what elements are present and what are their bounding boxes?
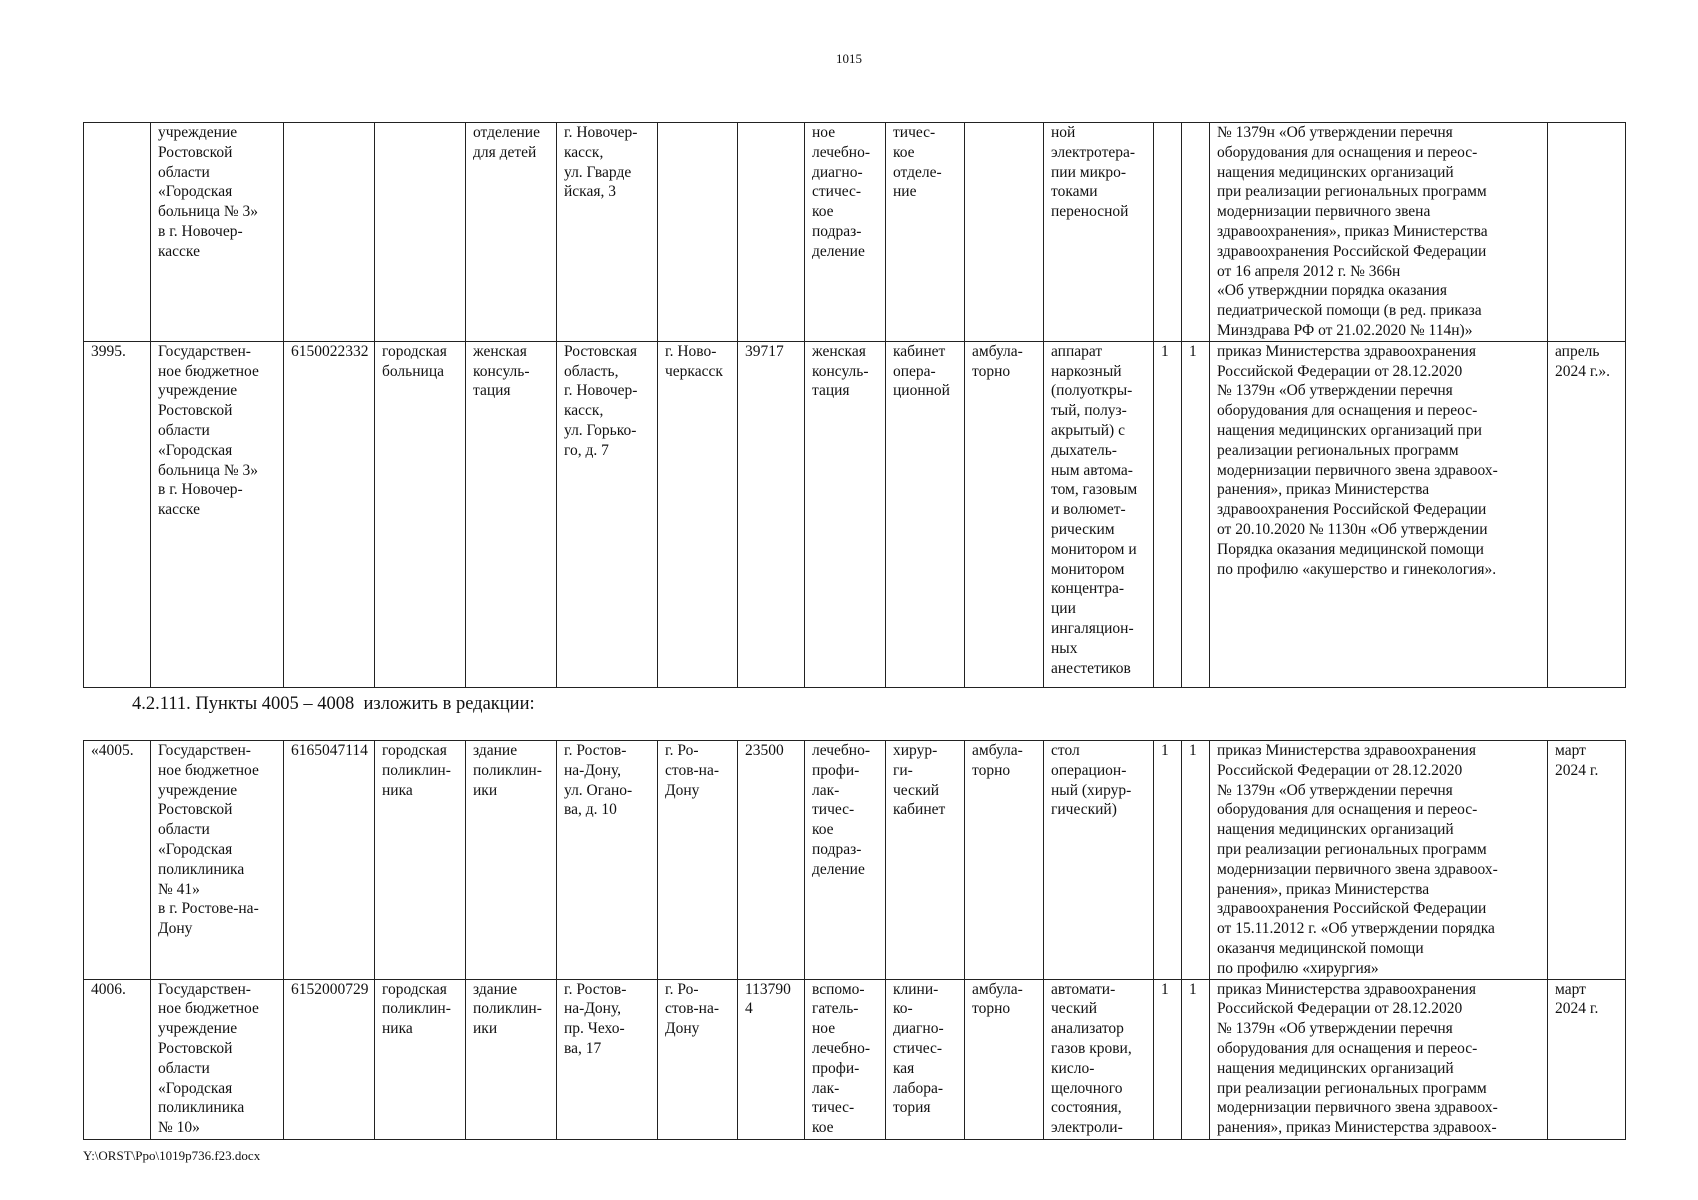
cell-facility-type: городская поликлин- ника [375,979,466,1139]
cell-facility-type: городская больница [375,341,466,687]
cell-building: отделение для детей [466,123,557,342]
cell-population: 39717 [738,341,805,687]
cell-care-form [965,123,1044,342]
cell-quantity-total: 1 [1182,979,1210,1139]
cell-inn: 6152000729 [284,979,375,1139]
cell-address: г. Новочер- касск, ул. Гварде йская, 3 [557,123,658,342]
cell-equipment: ной электротера- пии микро- токами переносной [1044,123,1154,342]
cell-inn: 6150022332 [284,341,375,687]
cell-inn [284,123,375,342]
cell-unit: хирур- ги- ческий кабинет [886,741,965,980]
cell-care-form: амбула- торно [965,979,1044,1139]
cell-facility-type [375,123,466,342]
cell-population: 113790 4 [738,979,805,1139]
cell-legal-basis: № 1379н «Об утверждении перечня оборудования для оснащения и переос- нащения медицинских организаций при реализации региональных программ модернизации первичного звена здравоохранения», приказ Министерства здравоохранения Российской Федерации от 16 апреля 2012 г. № 366н «Об утвержднии порядка оказания педиатрической помощи (в ред. приказа Минздрава РФ от 21.02.2020 № 114н)» [1210,123,1548,342]
table-row [84,979,1626,1139]
cell-unit: клини- ко- диагно- стичес- кая лабора- тория [886,979,965,1139]
cell-inn: 6165047114 [284,741,375,980]
cell-legal-basis: приказ Министерства здравоохранения Российской Федерации от 28.12.2020 № 1379н «Об утверждении перечня оборудования для оснащения и переос- нащения медицинских организаций при реализации региональных программ модернизации первичного звена здравоох- ранения», приказ Министерства здравоохранения Российской Федерации от 15.11.2012 г. «Об утверждении порядка оказанчя медицинской помощи по профилю «хирургия» [1210,741,1548,980]
cell-address: Ростовская область, г. Новочер- касск, ул. Горько- го, д. 7 [557,341,658,687]
table-row [84,341,1626,687]
cell-number: 4006. [84,979,151,1139]
cell-facility-type: городская поликлин- ника [375,741,466,980]
cell-equipment: автомати- ческий анализатор газов крови, кисло- щелочного состояния, электроли- [1044,979,1154,1139]
cell-subdivision: лечебно- профи- лак- тичес- кое подраз- деление [805,741,886,980]
cell-building: женская консуль- тация [466,341,557,687]
cell-care-form: амбула- торно [965,341,1044,687]
cell-quantity-total [1182,123,1210,342]
cell-address: г. Ростов- на-Дону, пр. Чехо- ва, 17 [557,979,658,1139]
cell-city: г. Ново- черкасск [658,341,738,687]
cell-population: 23500 [738,741,805,980]
registry-table-new-edition [83,740,1626,1140]
cell-unit: тичес- кое отделе- ние [886,123,965,342]
cell-organization: Государствен- ное бюджетное учреждение Ростовской области «Городская больница № 3» в г. Новочер- касске [151,341,284,687]
cell-quantity-total: 1 [1182,341,1210,687]
page-number: 1015 [836,51,862,66]
cell-subdivision: вспомо- гатель- ное лечебно- профи- лак- тичес- кое [805,979,886,1139]
table-row [84,741,1626,980]
cell-city: г. Ро- стов-на- Дону [658,741,738,980]
cell-legal-basis: приказ Министерства здравоохранения Российской Федерации от 28.12.2020 № 1379н «Об утверждении перечня оборудования для оснащения и переос- нащения медицинских организаций при реализации региональных программ модернизации первичного звена здравоох- ранения», приказ Министерства здравоохранения Российской Федерации от 20.10.2020 № 1130н «Об утверждении Порядка оказания медицинской помощи по профилю «акушерство и гинекология». [1210,341,1548,687]
footer-file-path: Y:\ORST\Ppo\1019p736.f23.docx [83,1148,261,1163]
cell-quantity: 1 [1154,979,1182,1139]
cell-number [84,123,151,342]
cell-population [738,123,805,342]
cell-care-form: амбула- торно [965,741,1044,980]
cell-number: 3995. [84,341,151,687]
cell-address: г. Ростов- на-Дону, ул. Огано- ва, д. 10 [557,741,658,980]
cell-quantity: 1 [1154,341,1182,687]
cell-number: «4005. [84,741,151,980]
cell-city [658,123,738,342]
cell-equipment: стол операцион- ный (хирур- гический) [1044,741,1154,980]
cell-subdivision: ное лечебно- диагно- стичес- кое подраз- деление [805,123,886,342]
registry-table-continued [83,122,1626,688]
cell-subdivision: женская консуль- тация [805,341,886,687]
cell-organization: учреждение Ростовской области «Городская больница № 3» в г. Новочер- касске [151,123,284,342]
cell-deadline: март 2024 г. [1548,979,1626,1139]
section-heading: 4.2.111. Пункты 4005 – 4008 изложить в редакции: [132,694,535,714]
cell-organization: Государствен- ное бюджетное учреждение Ростовской области «Городская поликлиника № 10» [151,979,284,1139]
cell-deadline: апрель 2024 г.». [1548,341,1626,687]
cell-organization: Государствен- ное бюджетное учреждение Ростовской области «Городская поликлиника № 41» в г. Ростове-на- Дону [151,741,284,980]
cell-quantity: 1 [1154,741,1182,980]
cell-building: здание поликлин- ики [466,741,557,980]
cell-equipment: аппарат наркозный (полуоткры- тый, полуз- акрытый) с дыхатель- ным автома- том, газовым и волюмет- рическим монитором и монитором концентра- ции ингаляцион- ных анестетиков [1044,341,1154,687]
cell-city: г. Ро- стов-на- Дону [658,979,738,1139]
cell-quantity [1154,123,1182,342]
cell-legal-basis: приказ Министерства здравоохранения Российской Федерации от 28.12.2020 № 1379н «Об утверждении перечня оборудования для оснащения и переос- нащения медицинских организаций при реализации региональных программ модернизации первичного звена здравоох- ранения», приказ Министерства здравоох- [1210,979,1548,1139]
cell-deadline [1548,123,1626,342]
cell-unit: кабинет опера- ционной [886,341,965,687]
cell-quantity-total: 1 [1182,741,1210,980]
table-row [84,123,1626,342]
cell-building: здание поликлин- ики [466,979,557,1139]
cell-deadline: март 2024 г. [1548,741,1626,980]
